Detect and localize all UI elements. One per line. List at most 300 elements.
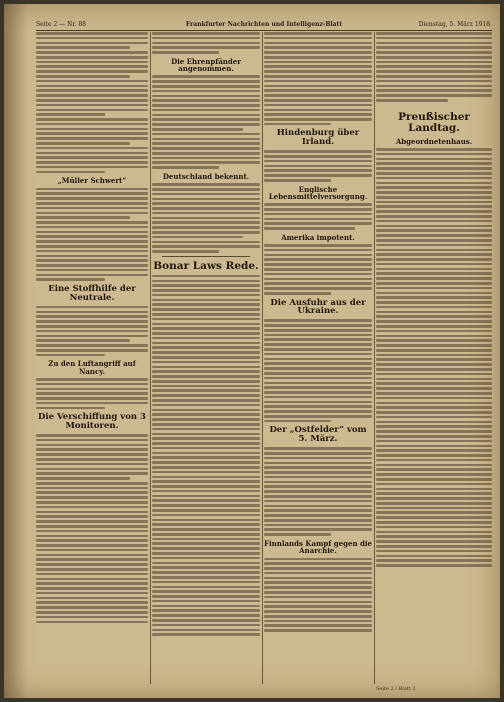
text-line — [152, 509, 260, 512]
text-line — [152, 299, 260, 302]
text-line — [36, 235, 148, 238]
text-line — [152, 614, 260, 617]
text-line — [376, 402, 492, 405]
text-line — [376, 406, 492, 409]
text-line — [36, 269, 148, 272]
text-line — [264, 391, 372, 394]
text-line — [264, 452, 372, 455]
text-line — [36, 468, 148, 471]
text-line — [36, 592, 148, 595]
text-line — [152, 303, 260, 306]
column-rule — [150, 32, 151, 684]
text-line — [152, 389, 260, 392]
text-line — [376, 559, 492, 562]
text-line — [376, 392, 492, 395]
text-line — [376, 287, 492, 290]
text-line — [264, 99, 372, 102]
text-line — [36, 383, 148, 386]
text-line — [152, 128, 243, 131]
text-line — [152, 212, 260, 215]
text-line — [152, 318, 260, 321]
column-1 — [36, 32, 148, 684]
text-line — [264, 343, 372, 346]
text-line — [36, 240, 148, 243]
text-line — [376, 32, 492, 35]
text-line — [376, 497, 492, 500]
text-line — [376, 301, 492, 304]
text-line — [152, 114, 260, 117]
text-line — [36, 250, 148, 253]
text-line — [264, 528, 372, 531]
text-line — [36, 520, 148, 523]
text-line — [152, 236, 243, 239]
text-line — [264, 358, 372, 361]
article-heading: Finnlands Kampf gegen die Anarchie. — [264, 538, 372, 556]
text-line — [376, 201, 492, 204]
text-line — [376, 373, 492, 376]
text-line — [36, 231, 148, 234]
article-heading: Preußischer Landtag. — [398, 110, 470, 134]
text-line — [152, 280, 260, 283]
text-line — [376, 268, 492, 271]
page-shadow — [4, 4, 28, 698]
column-rule — [374, 32, 375, 684]
text-line — [264, 514, 372, 517]
text-line — [152, 46, 260, 49]
text-line — [264, 113, 372, 116]
text-line — [264, 80, 372, 83]
text-line — [376, 162, 492, 165]
text-line — [376, 65, 492, 68]
text-line — [264, 254, 372, 257]
text-line — [264, 577, 372, 580]
text-line — [376, 335, 492, 338]
text-line — [152, 447, 260, 450]
text-line — [152, 370, 260, 373]
text-line — [152, 523, 260, 526]
page-header — [36, 14, 492, 31]
article-heading: Eine Stoffhilfe der Neutrale. — [48, 284, 136, 303]
text-line — [376, 449, 492, 452]
text-line — [36, 311, 148, 314]
text-line — [376, 282, 492, 285]
text-line — [264, 401, 372, 404]
text-line — [376, 416, 492, 419]
text-line — [36, 188, 148, 191]
text-line — [152, 332, 260, 335]
text-line — [376, 148, 492, 151]
text-line — [264, 505, 372, 508]
text-line — [264, 572, 372, 575]
text-line — [264, 65, 372, 68]
text-line — [376, 445, 492, 448]
text-line — [264, 519, 372, 522]
text-line — [376, 253, 492, 256]
text-line — [36, 501, 148, 504]
text-line — [152, 490, 260, 493]
text-line — [376, 244, 492, 247]
text-line — [36, 439, 148, 442]
text-line — [376, 531, 492, 534]
text-line — [36, 65, 148, 68]
text-line — [36, 118, 148, 121]
text-line — [376, 492, 492, 495]
text-line — [36, 482, 148, 485]
text-line — [152, 142, 260, 145]
text-line — [36, 171, 105, 174]
text-line — [36, 137, 148, 140]
text-line — [36, 51, 148, 54]
text-line — [264, 386, 372, 389]
text-line — [376, 61, 492, 64]
text-line — [36, 80, 148, 83]
text-line — [152, 313, 260, 316]
text-line — [376, 215, 492, 218]
text-line — [152, 275, 260, 278]
text-line — [264, 263, 372, 266]
text-line — [36, 197, 148, 200]
text-line — [152, 595, 260, 598]
text-line — [152, 633, 260, 636]
text-line — [376, 263, 492, 266]
text-line — [152, 161, 260, 164]
text-line — [36, 335, 148, 338]
column-rule — [262, 32, 263, 684]
text-line — [152, 533, 260, 536]
text-line — [36, 245, 148, 248]
text-line — [152, 109, 260, 112]
text-line — [264, 481, 372, 484]
text-line — [264, 155, 372, 158]
text-line — [152, 418, 260, 421]
text-line — [376, 37, 492, 40]
text-line — [152, 394, 260, 397]
text-line — [36, 458, 148, 461]
text-line — [376, 94, 492, 97]
text-line — [152, 442, 260, 445]
text-line — [36, 42, 148, 45]
text-line — [376, 540, 492, 543]
text-line — [36, 264, 148, 267]
text-line — [36, 156, 148, 159]
text-line — [36, 104, 148, 107]
text-line — [264, 150, 372, 153]
text-line — [264, 533, 331, 536]
text-line — [376, 330, 492, 333]
text-line — [376, 555, 492, 558]
text-line — [152, 495, 260, 498]
text-line — [264, 353, 372, 356]
article-heading: Die Ausfuhr aus der Ukraine. — [270, 297, 366, 317]
text-line — [36, 61, 148, 64]
text-line — [152, 452, 260, 455]
text-line — [376, 292, 492, 295]
text-line — [36, 89, 148, 92]
text-line — [264, 51, 372, 54]
text-line — [264, 203, 372, 206]
text-line — [376, 311, 492, 314]
text-line — [264, 94, 372, 97]
text-line — [152, 519, 260, 522]
text-line — [264, 338, 372, 341]
text-line — [152, 385, 260, 388]
text-line — [36, 192, 148, 195]
text-line — [264, 32, 372, 35]
text-line — [376, 425, 492, 428]
text-line — [36, 463, 148, 466]
text-line — [36, 606, 148, 609]
text-line — [376, 210, 492, 213]
text-line — [36, 325, 148, 328]
text-line — [36, 434, 148, 437]
text-line — [264, 620, 372, 623]
text-line — [36, 123, 148, 126]
text-line — [376, 315, 492, 318]
text-line — [376, 464, 492, 467]
text-line — [152, 308, 260, 311]
text-line — [152, 576, 260, 579]
text-line — [36, 496, 148, 499]
text-line — [36, 477, 130, 480]
text-line — [264, 273, 372, 276]
text-line — [152, 456, 260, 459]
text-line — [152, 629, 260, 632]
text-line — [264, 104, 372, 107]
text-line — [152, 485, 260, 488]
text-line — [152, 542, 260, 545]
text-line — [376, 502, 492, 505]
text-line — [264, 495, 372, 498]
text-line — [264, 447, 372, 450]
text-line — [152, 250, 219, 253]
text-line — [36, 530, 148, 533]
text-line — [152, 547, 260, 550]
text-line — [36, 306, 148, 309]
text-line — [376, 80, 492, 83]
text-line — [152, 437, 260, 440]
text-line — [376, 358, 492, 361]
text-line — [376, 42, 492, 45]
text-line — [264, 476, 372, 479]
text-line — [264, 629, 372, 632]
text-line — [36, 132, 148, 135]
text-line — [152, 217, 260, 220]
text-line — [152, 590, 260, 593]
text-line — [264, 562, 372, 565]
text-line — [36, 535, 148, 538]
text-line — [264, 179, 331, 182]
article-heading: Hindenburg über Irland. — [276, 128, 360, 148]
text-line — [264, 56, 372, 59]
text-line — [36, 568, 148, 571]
text-line — [36, 544, 148, 547]
text-line — [376, 249, 492, 252]
text-line — [36, 99, 148, 102]
text-line — [264, 75, 372, 78]
text-line — [152, 605, 260, 608]
text-line — [376, 205, 492, 208]
text-line — [36, 378, 148, 381]
text-line — [36, 511, 148, 514]
text-line — [36, 601, 148, 604]
page-footer: Seite 2 / Blatt 2 — [376, 686, 416, 692]
text-line — [264, 278, 372, 281]
text-line — [152, 95, 260, 98]
text-line — [264, 524, 372, 527]
text-line — [36, 70, 148, 73]
text-line — [376, 354, 492, 357]
article-divider — [162, 256, 250, 257]
text-line — [36, 472, 148, 475]
text-line — [152, 409, 260, 412]
text-line — [152, 231, 260, 234]
text-line — [376, 339, 492, 342]
text-line — [264, 362, 372, 365]
text-line — [264, 85, 372, 88]
text-line — [264, 485, 372, 488]
text-line — [36, 255, 148, 258]
text-line — [36, 339, 130, 342]
text-line — [152, 514, 260, 517]
text-line — [152, 471, 260, 474]
text-line — [376, 378, 492, 381]
text-line — [36, 32, 148, 35]
text-line — [376, 382, 492, 385]
text-line — [264, 601, 372, 604]
article-heading: Die Ehrenpfänder angenommen. — [171, 56, 241, 74]
text-line — [152, 499, 260, 502]
text-line — [36, 549, 148, 552]
text-line — [376, 430, 492, 433]
text-line — [152, 413, 260, 416]
text-line — [152, 245, 260, 248]
text-line — [152, 528, 260, 531]
text-line — [376, 521, 492, 524]
text-line — [152, 619, 260, 622]
text-line — [376, 196, 492, 199]
text-line — [376, 177, 492, 180]
text-line — [264, 367, 372, 370]
text-line — [152, 399, 260, 402]
text-line — [376, 468, 492, 471]
text-line — [152, 138, 260, 141]
text-line — [376, 349, 492, 352]
column-4 — [376, 32, 492, 684]
text-line — [264, 329, 372, 332]
text-line — [152, 75, 260, 78]
text-line — [376, 89, 492, 92]
text-line — [36, 56, 148, 59]
text-line — [264, 405, 372, 408]
text-line — [152, 80, 260, 83]
text-line — [264, 610, 372, 613]
text-line — [152, 571, 260, 574]
text-line — [36, 491, 148, 494]
text-line — [264, 70, 372, 73]
text-line — [36, 621, 148, 624]
text-line — [376, 172, 492, 175]
text-line — [376, 158, 492, 161]
text-line — [152, 284, 260, 287]
text-line — [264, 377, 372, 380]
text-line — [36, 539, 148, 542]
text-line — [376, 344, 492, 347]
text-line — [36, 354, 105, 357]
text-line — [152, 566, 260, 569]
text-line — [376, 397, 492, 400]
text-line — [152, 193, 260, 196]
column-3 — [264, 32, 372, 684]
text-line — [36, 616, 148, 619]
text-line — [152, 90, 260, 93]
text-line — [264, 258, 372, 261]
text-line — [36, 75, 130, 78]
text-line — [264, 382, 372, 385]
text-line — [36, 221, 148, 224]
text-line — [264, 586, 372, 589]
text-line — [152, 147, 260, 150]
text-line — [376, 56, 492, 59]
text-line — [36, 563, 148, 566]
text-line — [152, 289, 260, 292]
text-line — [264, 410, 372, 413]
text-line — [376, 99, 448, 102]
text-line — [152, 366, 260, 369]
text-line — [264, 123, 331, 126]
text-line — [152, 166, 219, 169]
text-line — [152, 609, 260, 612]
text-line — [152, 32, 260, 35]
text-line — [376, 234, 492, 237]
text-line — [152, 294, 260, 297]
text-line — [36, 94, 148, 97]
text-line — [36, 448, 148, 451]
text-line — [264, 37, 372, 40]
text-line — [152, 351, 260, 354]
text-line — [152, 361, 260, 364]
text-line — [264, 268, 372, 271]
article-subheading: Abgeordnetenhaus. — [395, 136, 473, 146]
text-line — [376, 258, 492, 261]
newspaper-page — [4, 4, 500, 698]
text-line — [376, 153, 492, 156]
text-line — [36, 515, 148, 518]
text-line — [264, 471, 372, 474]
text-line — [152, 323, 260, 326]
text-line — [36, 226, 148, 229]
text-line — [152, 207, 260, 210]
article-heading: Zu den Luftangriff auf Nancy. — [48, 359, 136, 376]
text-line — [264, 222, 372, 225]
text-line — [264, 624, 372, 627]
text-line — [36, 407, 105, 410]
text-line — [36, 349, 148, 352]
text-line — [36, 85, 148, 88]
text-line — [152, 37, 260, 40]
text-line — [36, 578, 148, 581]
text-line — [264, 208, 372, 211]
column-2 — [152, 32, 260, 684]
text-line — [376, 272, 492, 275]
text-line — [36, 582, 148, 585]
text-line — [36, 128, 148, 131]
text-line — [376, 239, 492, 242]
text-line — [264, 591, 372, 594]
text-line — [36, 207, 148, 210]
text-line — [264, 490, 372, 493]
text-line — [264, 462, 372, 465]
text-line — [264, 500, 372, 503]
